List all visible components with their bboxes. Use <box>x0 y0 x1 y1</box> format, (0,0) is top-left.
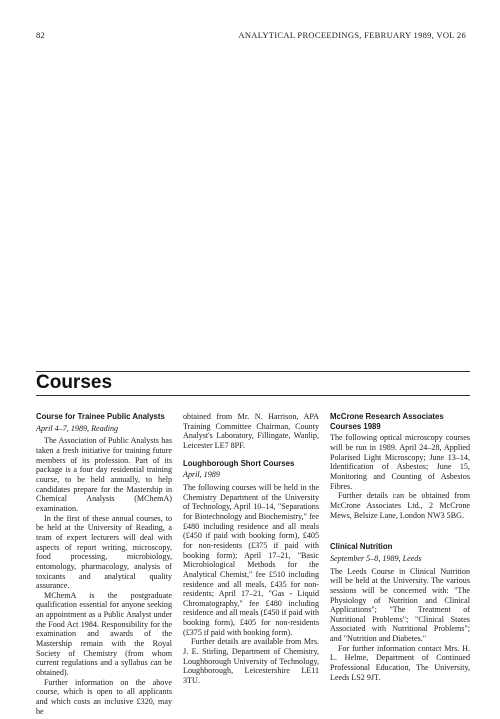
paragraph: The Leeds Course in Clinical Nutrition will be held at the University. The various sessions will be concerned with: "The Physiology of Nutrition and Clinical Applications"; "The Treatment of Nutritional Problems"; "Clinical States Associated with Nutritional Problems"; and "Nutrition and Diabetes." <box>330 566 470 644</box>
paragraph: The following courses will be held in the Chemistry Department of the University of Technology, April 10–14, "Separations for Biotechnology and Biochemistry," fee £480 including residence and all meals (£450 if paid with booking form), £405 for non-residents (£375 if paid with booking form); April 17–21, "Basic Microbiological Methods for the Analytical Chemist," fee £510 including residence and all meals, £435 for non-residents; April 17–21, "Gas - Liquid Chromatography," fee £480 including residence and all meals (£450 if paid with booking form), £405 for non-residents (£375 if paid with booking form). <box>183 482 319 637</box>
heading-clinical-nutrition: Clinical Nutrition <box>330 542 393 552</box>
heading-mccrone-courses: McCrone Research Associates Courses 1989 <box>330 412 444 431</box>
paragraph: For further information contact Mrs. H. L. Helme, Department of Continued Professional Education, The University, Leeds LS2 9JT. <box>330 643 470 682</box>
paragraph: The Association of Public Analysts has taken a fresh initiative for training future members of its profession. Part of its package is a four day residential training course, to be held annually, to help candidates prepare for the Mastership in Chemical Analysis (MChemA) examination. <box>36 436 172 513</box>
section-rule-bottom <box>36 395 470 396</box>
date-loughborough: April, 1989 <box>183 470 220 480</box>
paragraph: The following optical microscopy courses will be run in 1989. April 24–28, Applied Polarised Light Microscopy; June 13–14, Identification of Asbestos; June 15, Monitoring and Counting of Asbestos Fibres. <box>330 433 470 491</box>
column-middle <box>183 412 319 686</box>
heading-loughborough-short-courses: Loughborough Short Courses <box>183 458 295 468</box>
journal-running-header: ANALYTICAL PROCEEDINGS, FEBRUARY 1989, VOL 26 <box>238 30 466 40</box>
heading-trainee-public-analysts: Course for Trainee Public Analysts <box>36 412 165 421</box>
page-number: 82 <box>36 30 46 40</box>
paragraph: obtained from Mr. N. Harrison, APA Training Committee Chairman, County Analyst's Laboratory, Fillingate, Wanlip, Leicester LE7 8PF. <box>183 412 319 450</box>
date-clinical-nutrition: September 5–8, 1989, Leeds <box>330 553 422 563</box>
paragraph: In the first of these annual courses, to be held at the University of Reading, a team of expert lecturers will deal with aspects of report writing, microscopy, food processing, microbiology, entomology, pharmacology, analysis of toxicants and analytical quality assurance. <box>36 513 172 591</box>
section-title: Courses <box>36 372 113 393</box>
paragraph: MChemA is the postgraduate qualification essential for anyone seeking an appointment as a Public Analyst under the Food Act 1984. Responsibility for the examination and awards of the Mastership remain with the Royal Society of Chemistry (from whom current regulations and a syllabus can be obtained). <box>36 590 172 678</box>
paragraph: Further details can be obtained from McCrone Associates Ltd., 2 McCrone Mews, Belsize Lane, London NW3 5BG. <box>330 491 470 520</box>
column-right <box>330 412 470 682</box>
column-left <box>36 412 172 716</box>
paragraph: Further details are available from Mrs. J. E. Stirling, Department of Chemistry, Loughborough University of Technology, Loughborough, Leicestershire LE11 3TU. <box>183 637 319 686</box>
date-trainee-public-analysts: April 4–7, 1989, Reading <box>36 423 119 433</box>
paragraph: Further information on the above course, which is open to all applicants and which costs an inclusive £320, may be <box>36 677 172 716</box>
